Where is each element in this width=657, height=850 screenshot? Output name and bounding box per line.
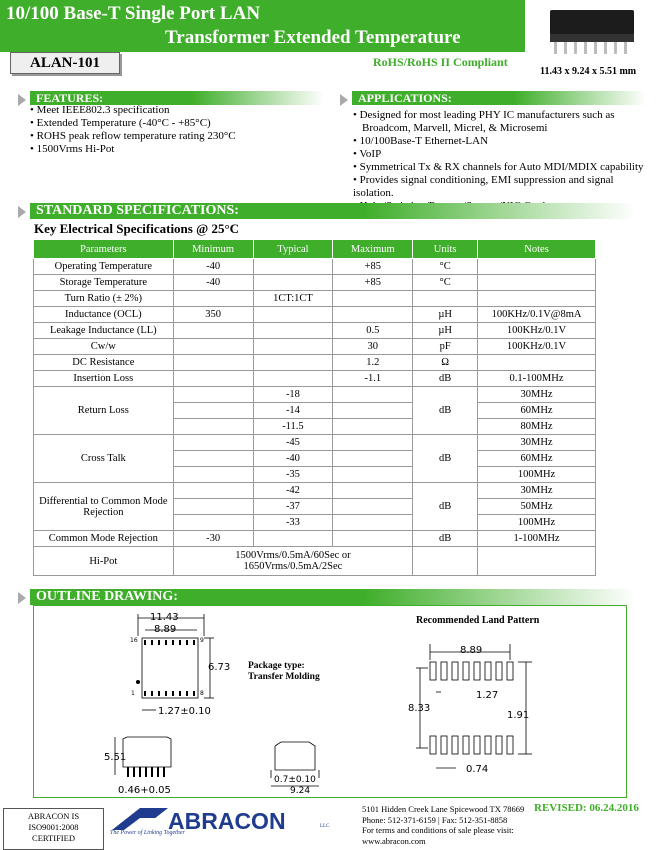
cell: -40	[173, 275, 253, 291]
revision-date: REVISED: 06.24.2016	[534, 802, 639, 814]
cell	[253, 339, 333, 355]
land-dim-row-spacing: 8.33	[408, 703, 431, 714]
table-row	[34, 435, 596, 451]
cell: 350	[173, 307, 253, 323]
cell	[413, 547, 478, 576]
cell	[173, 371, 253, 387]
dim-pitch: 1.27±0.10	[158, 706, 211, 717]
feature-item: • ROHS peak reflow temperature rating 230°C	[30, 130, 330, 143]
feature-item: • Extended Temperature (-40°C - +85°C)	[30, 117, 330, 130]
cell	[253, 355, 333, 371]
brand-name: ABRACON	[168, 808, 286, 834]
feature-item: • 1500Vrms Hi-Pot	[30, 143, 330, 156]
cell	[333, 467, 413, 483]
table-row	[34, 355, 596, 371]
column-header: Units	[413, 240, 478, 259]
land-dim-pitch: 1.27	[476, 690, 499, 701]
pin-9-label: 9	[200, 637, 204, 644]
cell: Operating Temperature	[34, 259, 174, 275]
brand-tagline: The Power of Linking Together	[110, 830, 185, 836]
hipot-line-2: 1650Vrms/0.5mA/2Sec	[243, 561, 343, 572]
brand-llc: LLC	[320, 824, 330, 829]
cell	[333, 307, 413, 323]
cell: -30	[173, 531, 253, 547]
cell	[478, 275, 596, 291]
dim-standoff: 0.7±0.10	[274, 775, 316, 785]
cell	[173, 291, 253, 307]
cell: -45	[253, 435, 333, 451]
cell	[413, 291, 478, 307]
cell: Insertion Loss	[34, 371, 174, 387]
cell	[333, 435, 413, 451]
cell: 80MHz	[478, 419, 596, 435]
table-row	[34, 259, 596, 275]
title-banner	[0, 0, 525, 52]
features-arrow-icon	[18, 94, 26, 106]
table-row	[34, 547, 596, 576]
outline-arrow-icon	[18, 592, 26, 604]
cell: Inductance (OCL)	[34, 307, 174, 323]
cell	[253, 275, 333, 291]
cell: Differential to Common Mode Rejection	[34, 483, 174, 531]
table-row	[34, 483, 596, 499]
cell: Storage Temperature	[34, 275, 174, 291]
column-header: Typical	[253, 240, 333, 259]
cell: 30MHz	[478, 435, 596, 451]
cell	[478, 291, 596, 307]
cell: Leakage Inductance (LL)	[34, 323, 174, 339]
cell	[173, 435, 253, 451]
cell: 1.2	[333, 355, 413, 371]
cell	[253, 531, 333, 547]
cell: dB	[413, 435, 478, 483]
land-pattern-title: Recommended Land Pattern	[416, 615, 540, 626]
key-electrical-title: Key Electrical Specifications @ 25°C	[34, 221, 240, 236]
iso-line-1: ABRACON IS	[27, 811, 80, 821]
land-dim-pad-width: 0.74	[466, 764, 489, 775]
cell: °C	[413, 275, 478, 291]
land-dim-pad-length: 1.91	[507, 710, 530, 721]
cell: -18	[253, 387, 333, 403]
cell: 30MHz	[478, 387, 596, 403]
iso-line-2: ISO9001:2008	[28, 822, 79, 832]
column-header: Notes	[478, 240, 596, 259]
cell	[173, 355, 253, 371]
table-row	[34, 371, 596, 387]
cell: DC Resistance	[34, 355, 174, 371]
title-line-2: Transformer Extended Temperature	[165, 27, 461, 48]
cell: Cw/w	[34, 339, 174, 355]
standard-specs-header: STANDARD SPECIFICATIONS:	[30, 203, 636, 219]
column-header: Minimum	[173, 240, 253, 259]
cell	[333, 451, 413, 467]
cell: µH	[413, 307, 478, 323]
cell	[173, 483, 253, 499]
component-photo	[542, 4, 642, 62]
cell: dB	[413, 531, 478, 547]
cell: µH	[413, 323, 478, 339]
cell: -1.1	[333, 371, 413, 387]
cell	[173, 339, 253, 355]
cell: 100MHz	[478, 515, 596, 531]
cell: 100KHz/0.1V@8mA	[478, 307, 596, 323]
dim-end-width: 9.24	[290, 786, 311, 796]
cell: dB	[413, 371, 478, 387]
cell: -35	[253, 467, 333, 483]
applications-arrow-icon	[340, 94, 348, 106]
cell: Return Loss	[34, 387, 174, 435]
dim-lead-width: 0.46+0.05	[118, 785, 171, 796]
cell	[333, 515, 413, 531]
table-row	[34, 339, 596, 355]
cell	[173, 499, 253, 515]
features-list	[30, 104, 330, 156]
cell	[173, 323, 253, 339]
table-row	[34, 323, 596, 339]
cell: °C	[413, 259, 478, 275]
dim-body-width: 6.73	[208, 662, 231, 673]
cell	[253, 371, 333, 387]
cell: -14	[253, 403, 333, 419]
standard-arrow-icon	[18, 206, 26, 218]
logo-mark-icon	[110, 806, 170, 832]
cell	[253, 259, 333, 275]
cell	[333, 531, 413, 547]
application-item: • Provides signal conditioning, EMI suppression and signal isolation.	[353, 174, 653, 200]
cell: +85	[333, 259, 413, 275]
application-item: • Designed for most leading PHY IC manufacturers such as Broadcom, Marvell, Micrel, & Microsemi	[353, 109, 653, 135]
cell: 100KHz/0.1V	[478, 339, 596, 355]
cell	[253, 323, 333, 339]
pin-8-label: 8	[200, 690, 204, 697]
cell: -11.5	[253, 419, 333, 435]
iso-line-3: CERTIFIED	[32, 833, 75, 843]
dim-overall-length: 11.43	[150, 612, 179, 623]
abracon-logo	[110, 806, 330, 837]
cell: +85	[333, 275, 413, 291]
spec-table	[33, 239, 596, 576]
cell: 60MHz	[478, 451, 596, 467]
cell: -33	[253, 515, 333, 531]
dim-height: 5.51	[104, 752, 127, 763]
application-item: • VoIP	[353, 148, 653, 161]
application-item: • Symmetrical Tx & RX channels for Auto MDI/MDIX capability	[353, 161, 653, 174]
cell	[333, 483, 413, 499]
table-row	[34, 291, 596, 307]
cell	[333, 403, 413, 419]
land-dim-pitch-span: 8.89	[460, 645, 483, 656]
column-header: Maximum	[333, 240, 413, 259]
cell: 0.1-100MHz	[478, 371, 596, 387]
cell: 1CT:1CT	[253, 291, 333, 307]
cell: -40	[173, 259, 253, 275]
cell	[253, 307, 333, 323]
package-dimensions: 11.43 x 9.24 x 5.51 mm	[540, 66, 637, 77]
phone-fax: Phone: 512-371-6159 | Fax: 512-351-8858	[362, 814, 508, 825]
cell	[173, 515, 253, 531]
part-number: ALAN-101	[10, 52, 120, 74]
cell: 0.5	[333, 323, 413, 339]
cell	[333, 387, 413, 403]
applications-header: APPLICATIONS:	[352, 91, 646, 105]
cell: -37	[253, 499, 333, 515]
cell	[173, 467, 253, 483]
cell: Turn Ratio (± 2%)	[34, 291, 174, 307]
cell: 60MHz	[478, 403, 596, 419]
rohs-compliance: RoHS/RoHS II Compliant	[373, 55, 508, 69]
table-header-row	[34, 240, 596, 259]
table-row	[34, 307, 596, 323]
cell: 1-100MHz	[478, 531, 596, 547]
table-row	[34, 387, 596, 403]
cell	[173, 547, 413, 576]
pin-16-label: 16	[130, 637, 138, 644]
cell: 100MHz	[478, 467, 596, 483]
cell: 50MHz	[478, 499, 596, 515]
cell: Ω	[413, 355, 478, 371]
cell: Common Mode Rejection	[34, 531, 174, 547]
iso-certification-box	[3, 808, 104, 850]
cell: 100KHz/0.1V	[478, 323, 596, 339]
terms-text: For terms and conditions of sale please visit:	[362, 825, 514, 835]
website-link[interactable]: www.abracon.com	[362, 835, 426, 846]
dim-pin-span: 8.89	[154, 624, 177, 635]
cell	[173, 451, 253, 467]
cell	[173, 419, 253, 435]
package-type-label: Package type:	[248, 661, 305, 671]
cell: dB	[413, 483, 478, 531]
cell	[478, 259, 596, 275]
cell: dB	[413, 387, 478, 435]
pin-1-label: 1	[131, 690, 135, 697]
hipot-line-1: 1500Vrms/0.5mA/60Sec or	[235, 550, 351, 561]
cell: Cross Talk	[34, 435, 174, 483]
cell	[478, 355, 596, 371]
title-line-1: 10/100 Base-T Single Port LAN	[6, 3, 261, 24]
cell: -40	[253, 451, 333, 467]
table-row	[34, 275, 596, 291]
cell	[173, 387, 253, 403]
cell	[333, 291, 413, 307]
cell	[173, 403, 253, 419]
cell: Hi-Pot	[34, 547, 174, 576]
cell: 30	[333, 339, 413, 355]
feature-item: • Meet IEEE802.3 specification	[30, 104, 330, 117]
cell: pF	[413, 339, 478, 355]
applications-list	[353, 109, 653, 213]
package-type-value: Transfer Molding	[248, 672, 320, 682]
cell	[478, 547, 596, 576]
application-item: • 10/100Base-T Ethernet-LAN	[353, 135, 653, 148]
contact-info	[362, 804, 524, 846]
cell	[333, 499, 413, 515]
cell: -42	[253, 483, 333, 499]
features-header: FEATURES:	[30, 91, 324, 105]
outline-drawing-header: OUTLINE DRAWING:	[30, 589, 636, 605]
cell	[333, 419, 413, 435]
address: 5101 Hidden Creek Lane Spicewood TX 78669	[362, 804, 525, 814]
cell: 30MHz	[478, 483, 596, 499]
table-row	[34, 531, 596, 547]
column-header: Parameters	[34, 240, 174, 259]
